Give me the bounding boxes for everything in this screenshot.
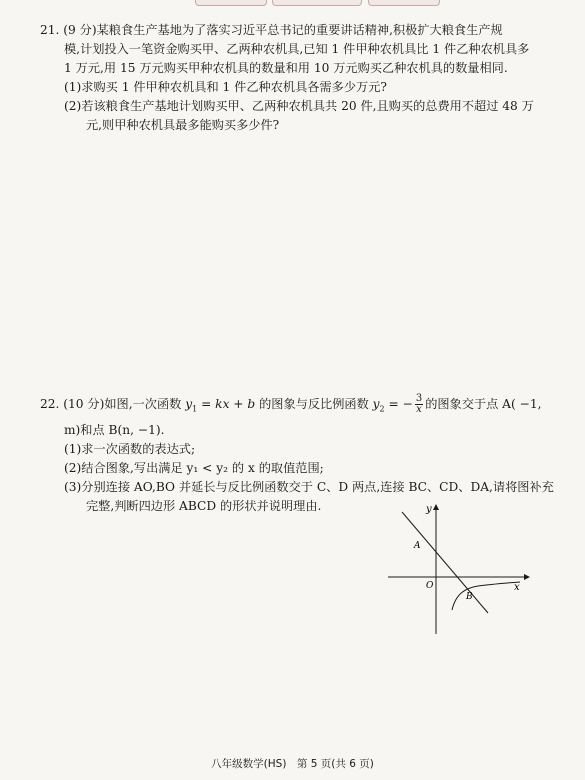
hyperbola-branch: [452, 582, 520, 610]
q22-part3-line2: 完整,判断四边形 ABCD 的形状并说明理由.: [86, 499, 322, 514]
tab-decoration: [272, 0, 362, 6]
q22-stem-a: 如图,一次函数: [104, 397, 182, 411]
q21-stem-line1: 某粮食生产基地为了落实习近平总书记的重要讲话精神,积极扩大粮食生产规: [96, 23, 503, 37]
page-footer: 八年级数学(HS) 第 5 页(共 6 页): [211, 758, 374, 770]
q22-part2: (2)结合图象,写出满足 y₁ < y₂ 的 x 的取值范围;: [64, 461, 324, 476]
point-a-label: A: [414, 541, 421, 551]
q21-part1: (1)求购买 1 件甲种农机具和 1 件乙种农机具各需多少万元?: [64, 80, 387, 94]
tab-decoration: [195, 0, 267, 6]
point-b-label: B: [466, 592, 473, 602]
q22-stem: 22. (10 分)如图,一次函数 $y_1$ = kx + b 的图象与反比例函数 $y_2$ = − $\frac{3}{x}$ 的图象交于点 A( −1,: [40, 393, 542, 415]
question-21: [40, 21, 560, 135]
fraction-denominator: x: [416, 404, 422, 415]
function-graph: [378, 498, 538, 638]
q21-part2-line2: 元,则甲种农机具最多能购买多少件?: [86, 118, 280, 132]
q21-score: (9 分): [63, 23, 97, 37]
y-axis-label: y: [426, 504, 432, 515]
q21-stem-line2: 模,计划投入一笔资金购买甲、乙两种农机具,已知 1 件甲种农机具比 1 件乙种农机具多: [64, 42, 530, 56]
q22-part3-line1: (3)分别连接 AO,BO 并延长与反比例函数交于 C、D 两点,连接 BC、CD、DA,请将图补充: [64, 480, 554, 495]
q22-y2-expr: = −: [388, 397, 413, 411]
x-axis-arrow-icon: [524, 574, 530, 580]
linear-function-line: [402, 512, 488, 613]
q22-stem-c: 的图象交于点 A( −1,: [425, 397, 542, 411]
q21-stem: [40, 21, 560, 40]
q22-stem-line2: m)和点 B(n, −1).: [64, 423, 165, 438]
x-axis-label: x: [514, 582, 520, 593]
q22-part1: (1)求一次函数的表达式;: [64, 442, 196, 457]
q21-part2-line1: (2)若该粮食生产基地计划购买甲、乙两种农机具共 20 件,且购买的总费用不超过 48 万: [64, 99, 534, 113]
q22-score: (10 分): [63, 397, 105, 411]
y-axis-arrow-icon: [433, 504, 439, 510]
tab-decoration: [368, 0, 440, 6]
q21-number: 21.: [40, 23, 60, 37]
origin-label: O: [426, 581, 434, 591]
q22-number: 22.: [40, 397, 60, 411]
q22-stem-b: 的图象与反比例函数: [259, 397, 369, 411]
fraction-numerator: 3: [415, 393, 423, 404]
top-tabs: [0, 0, 585, 6]
q22-y1-expr: = kx + b: [201, 397, 256, 411]
q21-stem-line3: 1 万元,用 15 万元购买甲种农机具的数量和用 10 万元购买乙种农机具的数量相同.: [64, 61, 508, 75]
fraction: [415, 394, 423, 415]
